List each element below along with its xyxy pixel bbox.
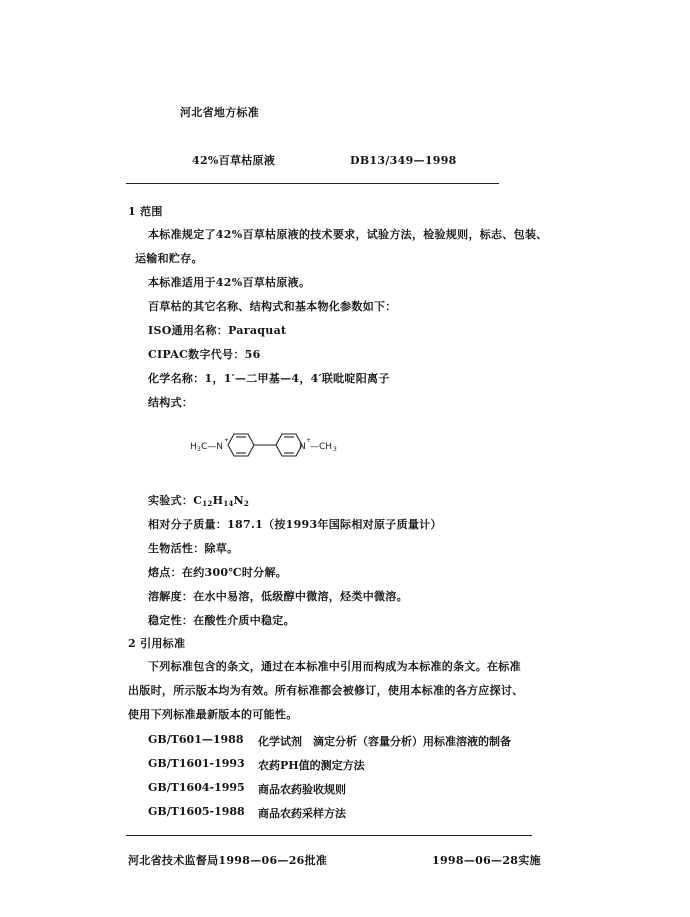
ref-code: GB/T1604-1995 bbox=[148, 781, 245, 794]
section2-para-line2: 出版时，所示版本均为有效。所有标准都会被修订，使用本标准的各方应探讨、 bbox=[128, 684, 524, 697]
structure-right-plus: + bbox=[306, 437, 312, 444]
formula-h: H bbox=[212, 494, 224, 507]
formula-c: C bbox=[193, 494, 203, 507]
structure-right-ch: —CH bbox=[310, 442, 333, 452]
standard-title: 42%百草枯原液 bbox=[192, 154, 276, 167]
structure-right-sub: 3 bbox=[333, 446, 337, 453]
standard-code: DB13/349—1998 bbox=[350, 154, 457, 167]
ref-code: GB/T1601-1993 bbox=[148, 757, 245, 770]
section1-para3: 百草枯的其它名称、结构式和基本物化参数如下： bbox=[148, 300, 397, 313]
org-name: 河北省地方标准 bbox=[180, 106, 260, 119]
structure-left-plus: + bbox=[224, 437, 230, 444]
empirical-formula bbox=[148, 494, 249, 511]
solubility: 溶解度：在水中易溶，低级醇中微溶，烃类中微溶。 bbox=[148, 590, 408, 603]
chemical-name: 化学名称：1，1′—二甲基—4，4′联吡啶阳离子 bbox=[148, 372, 390, 385]
ref-code: GB/T1605-1988 bbox=[148, 805, 245, 818]
section2-para-line3: 使用下列标准最新版本的可能性。 bbox=[128, 708, 298, 721]
ref-title: 商品农药采样方法 bbox=[258, 807, 346, 820]
ref-code: GB/T601—1988 bbox=[148, 733, 244, 746]
section2-para-line1: 下列标准包含的条文，通过在本标准中引用而构成为本标准的条文。在标准 bbox=[148, 660, 521, 673]
structure-left-h: H bbox=[190, 442, 197, 452]
melting-point: 熔点：在约300℃时分解。 bbox=[148, 566, 288, 579]
formula-n-count: 2 bbox=[244, 499, 250, 508]
molecular-weight: 相对分子质量：187.1（按1993年国际相对原子质量计） bbox=[148, 518, 442, 531]
footer-effective-date: 1998—06—28实施 bbox=[432, 854, 541, 867]
structure-left-sub: 3 bbox=[197, 446, 201, 453]
header-rule bbox=[126, 183, 499, 184]
section1-para1-line1: 本标准规定了42%百草枯原液的技术要求，试验方法，检验规则，标志、包装、 bbox=[148, 228, 548, 241]
stability: 稳定性：在酸性介质中稳定。 bbox=[148, 614, 295, 627]
section2-heading: 2 引用标准 bbox=[128, 637, 186, 650]
formula-c-count: 12 bbox=[202, 499, 213, 508]
section1-para1-line2: 运输和贮存。 bbox=[135, 252, 203, 265]
section1-para2: 本标准适用于42%百草枯原液。 bbox=[148, 276, 311, 289]
iso-name: ISO通用名称：Paraquat bbox=[148, 324, 287, 337]
section1-heading: 1 范围 bbox=[128, 205, 163, 218]
structure-left-c: C—N bbox=[201, 442, 224, 452]
paraquat-structure-diagram bbox=[180, 420, 380, 470]
structure-right-n: N bbox=[299, 442, 306, 452]
ref-title: 商品农药验收规则 bbox=[258, 783, 346, 796]
structure-label: 结构式： bbox=[148, 396, 194, 409]
bio-activity: 生物活性：除草。 bbox=[148, 542, 239, 555]
formula-h-count: 14 bbox=[223, 499, 234, 508]
formula-prefix: 实验式： bbox=[148, 494, 194, 507]
footer-issuer: 河北省技术监督局1998—06—26批准 bbox=[128, 854, 328, 867]
footer-rule bbox=[126, 835, 532, 836]
ref-title: 化学试剂 滴定分析（容量分析）用标准溶液的制备 bbox=[258, 735, 511, 748]
cipac-code: CIPAC数字代号：56 bbox=[148, 348, 261, 361]
formula-n: N bbox=[233, 494, 245, 507]
ref-title: 农药PH值的测定方法 bbox=[258, 759, 365, 772]
